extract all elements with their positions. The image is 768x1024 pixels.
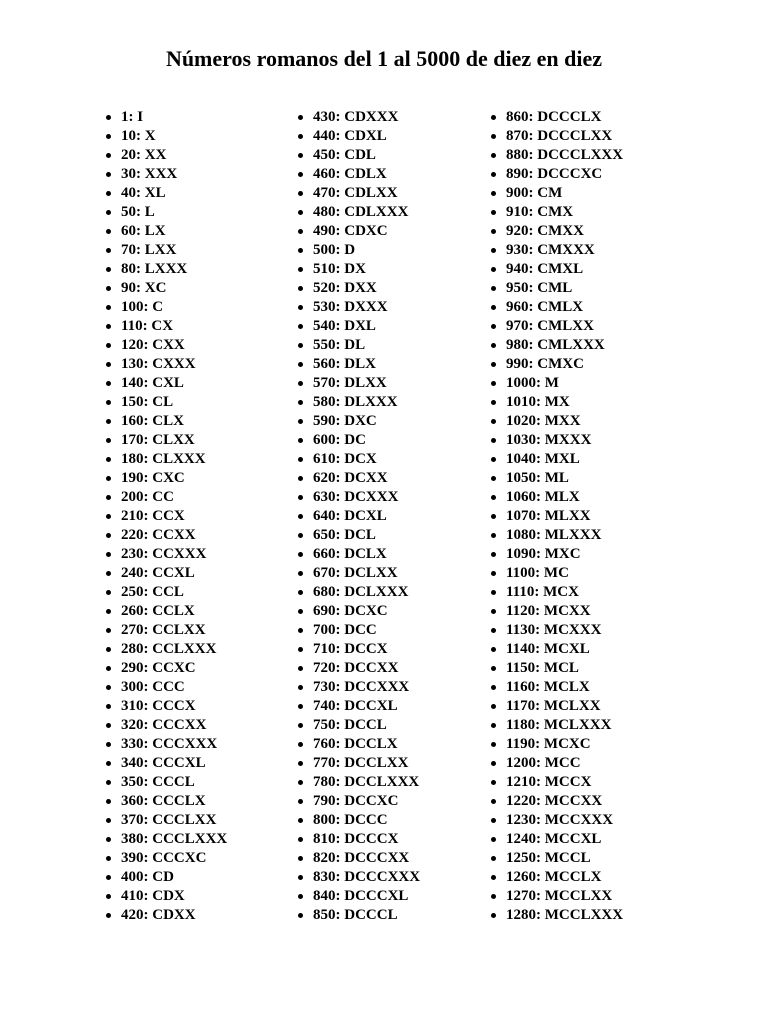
list-item: 1230: MCCXXX (491, 811, 623, 830)
list-item: 590: DXC (298, 412, 420, 431)
list-item: 1090: MXC (491, 545, 623, 564)
list-item: 1070: MLXX (491, 507, 623, 526)
list-item: 780: DCCLXXX (298, 773, 420, 792)
list-item: 950: CML (491, 279, 623, 298)
list-item: 290: CCXC (106, 659, 227, 678)
list-item: 260: CCLX (106, 602, 227, 621)
list-item: 930: CMXXX (491, 241, 623, 260)
list-item: 1170: MCLXX (491, 697, 623, 716)
list-item: 970: CMLXX (491, 317, 623, 336)
list-item: 140: CXL (106, 374, 227, 393)
list-item: 880: DCCCLXXX (491, 146, 623, 165)
list-item: 850: DCCCL (298, 906, 420, 925)
list-item: 860: DCCCLX (491, 108, 623, 127)
list-item: 470: CDLXX (298, 184, 420, 203)
list-item: 130: CXXX (106, 355, 227, 374)
list-item: 1000: M (491, 374, 623, 393)
list-item: 420: CDXX (106, 906, 227, 925)
list-item: 270: CCLXX (106, 621, 227, 640)
list-item: 1100: MC (491, 564, 623, 583)
list-item: 490: CDXC (298, 222, 420, 241)
list-item: 430: CDXXX (298, 108, 420, 127)
list-item: 1210: MCCX (491, 773, 623, 792)
list-item: 750: DCCL (298, 716, 420, 735)
list-item: 800: DCCC (298, 811, 420, 830)
list-item: 1260: MCCLX (491, 868, 623, 887)
list-item: 1150: MCL (491, 659, 623, 678)
roman-numerals-column-2 (298, 108, 420, 925)
list-item: 700: DCC (298, 621, 420, 640)
list-item: 360: CCCLX (106, 792, 227, 811)
list-item: 90: XC (106, 279, 227, 298)
list-item: 1200: MCC (491, 754, 623, 773)
list-item: 1120: MCXX (491, 602, 623, 621)
list-item: 870: DCCCLXX (491, 127, 623, 146)
list-item: 100: C (106, 298, 227, 317)
list-item: 630: DCXXX (298, 488, 420, 507)
list-item: 450: CDL (298, 146, 420, 165)
list-item: 480: CDLXXX (298, 203, 420, 222)
list-item: 570: DLXX (298, 374, 420, 393)
list-item: 730: DCCXXX (298, 678, 420, 697)
list-item: 110: CX (106, 317, 227, 336)
list-item: 400: CD (106, 868, 227, 887)
list-item: 170: CLXX (106, 431, 227, 450)
list-item: 660: DCLX (298, 545, 420, 564)
list-item: 1240: MCCXL (491, 830, 623, 849)
list-item: 280: CCLXXX (106, 640, 227, 659)
list-item: 80: LXXX (106, 260, 227, 279)
list-item: 920: CMXX (491, 222, 623, 241)
list-item: 350: CCCL (106, 773, 227, 792)
list-item: 1010: MX (491, 393, 623, 412)
list-item: 1080: MLXXX (491, 526, 623, 545)
list-item: 1220: MCCXX (491, 792, 623, 811)
list-item: 1060: MLX (491, 488, 623, 507)
list-item: 790: DCCXC (298, 792, 420, 811)
list-item: 330: CCCXXX (106, 735, 227, 754)
list-item: 1130: MCXXX (491, 621, 623, 640)
list-item: 640: DCXL (298, 507, 420, 526)
list-item: 440: CDXL (298, 127, 420, 146)
list-item: 60: LX (106, 222, 227, 241)
list-item: 200: CC (106, 488, 227, 507)
list-item: 690: DCXC (298, 602, 420, 621)
list-item: 250: CCL (106, 583, 227, 602)
list-item: 240: CCXL (106, 564, 227, 583)
list-item: 890: DCCCXC (491, 165, 623, 184)
list-item: 550: DL (298, 336, 420, 355)
list-item: 230: CCXXX (106, 545, 227, 564)
list-item: 940: CMXL (491, 260, 623, 279)
list-item: 560: DLX (298, 355, 420, 374)
list-item: 500: D (298, 241, 420, 260)
list-item: 990: CMXC (491, 355, 623, 374)
list-item: 540: DXL (298, 317, 420, 336)
list-item: 1160: MCLX (491, 678, 623, 697)
roman-numerals-column-1 (106, 108, 227, 925)
list-item: 40: XL (106, 184, 227, 203)
list-item: 180: CLXXX (106, 450, 227, 469)
list-item: 50: L (106, 203, 227, 222)
list-item: 1030: MXXX (491, 431, 623, 450)
list-item: 620: DCXX (298, 469, 420, 488)
list-item: 300: CCC (106, 678, 227, 697)
list-item: 830: DCCCXXX (298, 868, 420, 887)
list-item: 530: DXXX (298, 298, 420, 317)
list-item: 810: DCCCX (298, 830, 420, 849)
list-item: 650: DCL (298, 526, 420, 545)
list-item: 30: XXX (106, 165, 227, 184)
list-item: 1: I (106, 108, 227, 127)
list-item: 1140: MCXL (491, 640, 623, 659)
list-item: 710: DCCX (298, 640, 420, 659)
list-item: 600: DC (298, 431, 420, 450)
list-item: 980: CMLXXX (491, 336, 623, 355)
list-item: 520: DXX (298, 279, 420, 298)
list-item: 760: DCCLX (298, 735, 420, 754)
list-item: 190: CXC (106, 469, 227, 488)
list-item: 310: CCCX (106, 697, 227, 716)
list-item: 150: CL (106, 393, 227, 412)
list-item: 460: CDLX (298, 165, 420, 184)
list-item: 840: DCCCXL (298, 887, 420, 906)
roman-numerals-column-3 (491, 108, 623, 925)
list-item: 510: DX (298, 260, 420, 279)
list-item: 1050: ML (491, 469, 623, 488)
list-item: 960: CMLX (491, 298, 623, 317)
list-item: 1180: MCLXXX (491, 716, 623, 735)
list-item: 320: CCCXX (106, 716, 227, 735)
list-item: 220: CCXX (106, 526, 227, 545)
list-item: 680: DCLXXX (298, 583, 420, 602)
list-item: 1040: MXL (491, 450, 623, 469)
list-item: 720: DCCXX (298, 659, 420, 678)
list-item: 160: CLX (106, 412, 227, 431)
list-item: 1250: MCCL (491, 849, 623, 868)
list-item: 1020: MXX (491, 412, 623, 431)
list-item: 580: DLXXX (298, 393, 420, 412)
list-item: 380: CCCLXXX (106, 830, 227, 849)
list-item: 1190: MCXC (491, 735, 623, 754)
list-item: 1110: MCX (491, 583, 623, 602)
list-item: 210: CCX (106, 507, 227, 526)
list-item: 120: CXX (106, 336, 227, 355)
list-item: 370: CCCLXX (106, 811, 227, 830)
list-item: 610: DCX (298, 450, 420, 469)
list-item: 740: DCCXL (298, 697, 420, 716)
list-item: 70: LXX (106, 241, 227, 260)
list-item: 390: CCCXC (106, 849, 227, 868)
list-item: 410: CDX (106, 887, 227, 906)
list-item: 20: XX (106, 146, 227, 165)
list-item: 1270: MCCLXX (491, 887, 623, 906)
list-item: 820: DCCCXX (298, 849, 420, 868)
page-title: Números romanos del 1 al 5000 de diez en diez (165, 46, 603, 71)
list-item: 770: DCCLXX (298, 754, 420, 773)
list-item: 670: DCLXX (298, 564, 420, 583)
list-item: 1280: MCCLXXX (491, 906, 623, 925)
list-item: 910: CMX (491, 203, 623, 222)
list-item: 340: CCCXL (106, 754, 227, 773)
list-item: 10: X (106, 127, 227, 146)
list-item: 900: CM (491, 184, 623, 203)
